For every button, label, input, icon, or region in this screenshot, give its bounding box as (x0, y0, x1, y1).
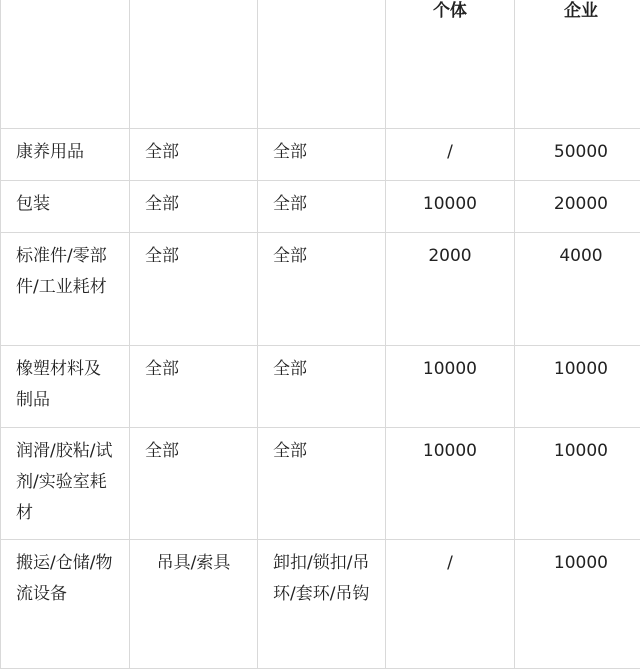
category-cell: 标准件/零部件/工业耗材 (1, 233, 130, 346)
header-individual: 个体 (385, 0, 514, 129)
sub-category-cell: 全部 (129, 129, 257, 181)
sub-category-cell: 吊具/索具 (129, 540, 257, 669)
sub-category-cell: 全部 (129, 181, 257, 233)
table-header-row (1, 0, 640, 129)
table-row (1, 233, 640, 346)
individual-fee-cell: 2000 (385, 233, 514, 346)
item-cell: 全部 (257, 233, 385, 346)
enterprise-fee-cell: 20000 (514, 181, 640, 233)
item-cell: 全部 (257, 428, 385, 540)
table-row (1, 540, 640, 669)
category-cell: 包装 (1, 181, 130, 233)
sub-category-cell: 全部 (129, 346, 257, 428)
table-row (1, 129, 640, 181)
item-cell: 全部 (257, 129, 385, 181)
item-cell: 全部 (257, 346, 385, 428)
enterprise-fee-cell: 10000 (514, 428, 640, 540)
category-cell: 搬运/仓储/物流设备 (1, 540, 130, 669)
table-row (1, 181, 640, 233)
category-cell: 橡塑材料及制品 (1, 346, 130, 428)
header-cell-empty (129, 0, 257, 129)
category-cell: 润滑/胶粘/试剂/实验室耗材 (1, 428, 130, 540)
item-cell: 卸扣/锁扣/吊环/套环/吊钩 (257, 540, 385, 669)
individual-fee-cell: 10000 (385, 181, 514, 233)
sub-category-cell: 全部 (129, 428, 257, 540)
item-cell: 全部 (257, 181, 385, 233)
sub-category-cell: 全部 (129, 233, 257, 346)
table-row (1, 428, 640, 540)
header-enterprise: 企业 (514, 0, 640, 129)
header-cell-empty (257, 0, 385, 129)
enterprise-fee-cell: 4000 (514, 233, 640, 346)
individual-fee-cell: 10000 (385, 346, 514, 428)
table-row (1, 346, 640, 428)
header-cell-empty (1, 0, 130, 129)
enterprise-fee-cell: 10000 (514, 346, 640, 428)
individual-fee-cell: / (385, 129, 514, 181)
enterprise-fee-cell: 10000 (514, 540, 640, 669)
category-cell: 康养用品 (1, 129, 130, 181)
enterprise-fee-cell: 50000 (514, 129, 640, 181)
individual-fee-cell: / (385, 540, 514, 669)
individual-fee-cell: 10000 (385, 428, 514, 540)
